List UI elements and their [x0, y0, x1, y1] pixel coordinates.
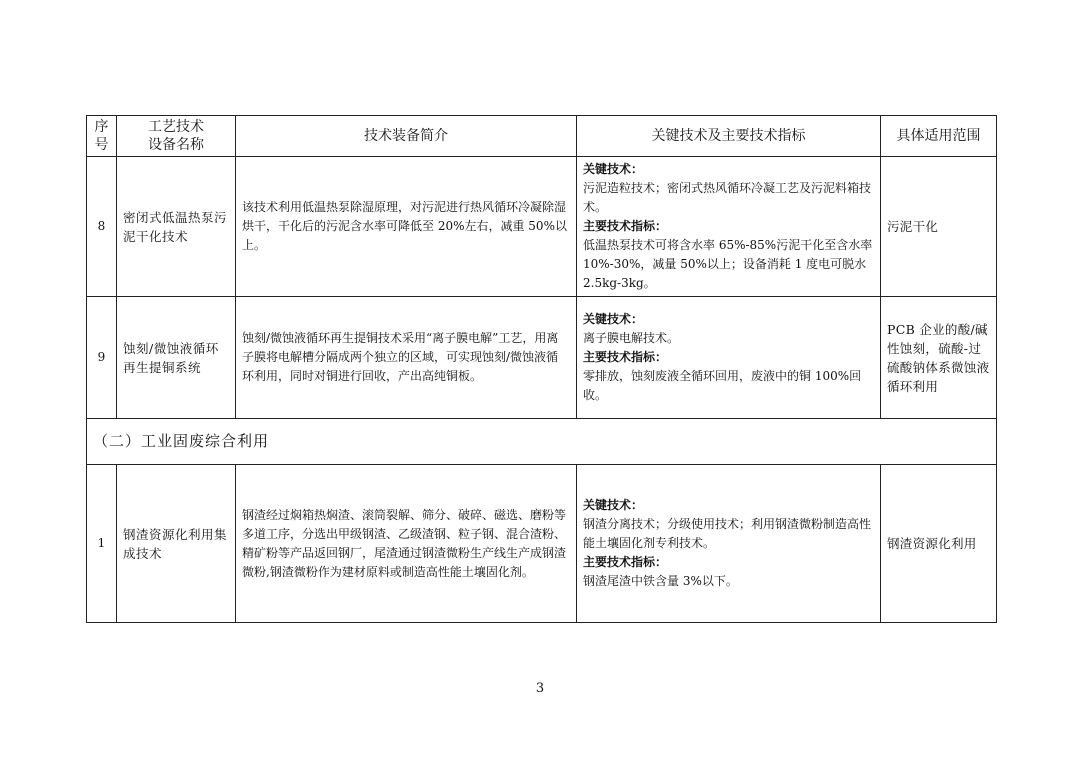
- key-tech-title: 关键技术：: [583, 162, 644, 176]
- indicator-title: 主要技术指标：: [583, 555, 668, 569]
- page-number: 3: [535, 681, 545, 696]
- row-scope: PCB 企业的酸/碱性蚀刻，硫酸-过硫酸钠体系微蚀液循环利用: [881, 297, 997, 419]
- header-intro: 技术装备简介: [236, 116, 577, 157]
- indicator-title: 主要技术指标：: [583, 350, 668, 364]
- key-tech-title: 关键技术：: [583, 312, 644, 326]
- row-tech-name: 蚀刻/微蚀液循环再生提铜系统: [117, 297, 236, 419]
- section-row: [87, 419, 997, 465]
- table-header-row: [87, 116, 997, 157]
- indicator-text: 钢渣尾渣中铁含量 3%以下。: [583, 574, 738, 588]
- header-scope: 具体适用范围: [881, 116, 997, 157]
- table-row: [87, 297, 997, 419]
- indicator-text: 低温热泵技术可将含水率 65%-85%污泥干化至含水率 10%-30%，减量 50%以上；设备消耗 1 度电可脱水 2.5kg-3kg。: [583, 238, 873, 290]
- key-tech-text: 离子膜电解技术。: [583, 331, 680, 345]
- key-tech-title: 关键技术：: [583, 498, 644, 512]
- table-row: [87, 465, 997, 623]
- row-intro: 钢渣经过焖箱热焖渣、滚筒裂解、筛分、破碎、磁选、磨粉等多道工序，分选出甲级钢渣、乙级渣钢、粒子钢、混合渣粉、精矿粉等产品返回钢厂，尾渣通过钢渣微粉生产线生产成钢渣微粉,钢渣微粉作为建材原料或制造高性能土壤固化剂。: [236, 465, 577, 623]
- header-tech-name: 工艺技术 设备名称: [117, 116, 236, 157]
- row-intro: 蚀刻/微蚀液循环再生提铜技术采用“离子膜电解”工艺，用离子膜将电解槽分隔成两个独立的区域，可实现蚀刻/微蚀液循环利用，同时对铜进行回收，产出高纯铜板。: [236, 297, 577, 419]
- row-intro: 该技术利用低温热泵除湿原理，对污泥进行热风循环冷凝除湿烘干，干化后的污泥含水率可降低至 20%左右，减重 50%以上。: [236, 157, 577, 297]
- row-scope: 污泥干化: [881, 157, 997, 297]
- row-tech-name: 密闭式低温热泵污泥干化技术: [117, 157, 236, 297]
- indicator-text: 零排放，蚀刻废液全循环回用，废液中的铜 100%回收。: [583, 369, 862, 402]
- indicator-title: 主要技术指标：: [583, 219, 668, 233]
- row-key-tech: [577, 297, 881, 419]
- row-scope: 钢渣资源化利用: [881, 465, 997, 623]
- row-key-tech: [577, 157, 881, 297]
- row-index: 8: [87, 157, 117, 297]
- key-tech-text: 钢渣分离技术；分级使用技术；利用钢渣微粉制造高性能土壤固化剂专利技术。: [583, 517, 872, 550]
- row-tech-name: 钢渣资源化利用集成技术: [117, 465, 236, 623]
- header-key-tech: 关键技术及主要技术指标: [577, 116, 881, 157]
- row-index: 1: [87, 465, 117, 623]
- technology-table: [86, 115, 997, 623]
- section-title: （二）工业固废综合利用: [87, 419, 997, 465]
- header-index: 序号: [87, 116, 117, 157]
- key-tech-text: 污泥造粒技术；密闭式热风循环冷凝工艺及污泥料箱技术。: [583, 181, 872, 214]
- row-key-tech: [577, 465, 881, 623]
- table-row: [87, 157, 997, 297]
- row-index: 9: [87, 297, 117, 419]
